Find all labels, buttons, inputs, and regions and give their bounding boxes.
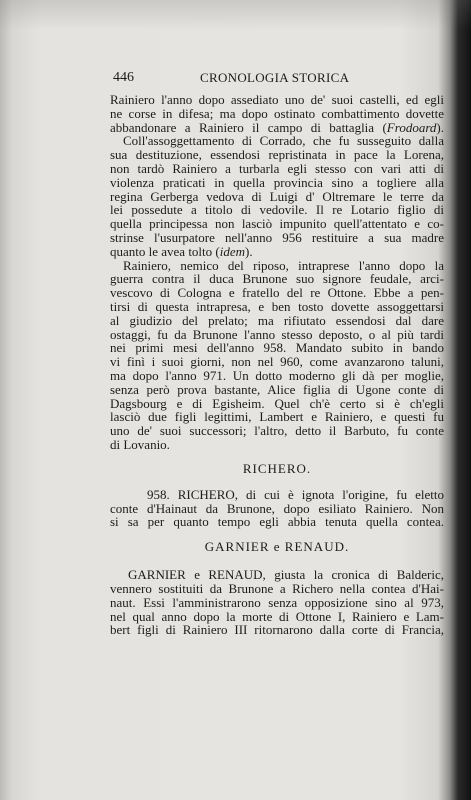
text-line: si sa per quanto tempo egli abbia tenuta quella contea. xyxy=(110,514,444,530)
text-segment: quanto le avea tolto ( xyxy=(110,243,220,259)
text-line: di Lovanio. xyxy=(110,436,170,452)
text-line: ma dopo l'anno 971. Un dotto moderno gli dà per moglie, xyxy=(110,367,444,383)
section-heading-richero: RICHERO. xyxy=(242,460,312,476)
paragraph-garnier-renaud xyxy=(110,568,444,637)
text-line: GARNIER e RENAUD, giusta la cronica di Balderic, xyxy=(128,567,444,583)
text-line: al giudizio del prelato; ma rifiutato essendosi dal dare xyxy=(110,312,444,328)
paragraph-2 xyxy=(110,134,444,258)
section-heading-garnier-renaud: GARNIER e RENAUD. xyxy=(204,539,350,555)
text-line: vi finì i suoi giorni, non nel 960, come avanzarono taluni, xyxy=(110,354,444,370)
text-line: conte d'Hainaut da Brunone, dopo esiliato Rainiero. Non xyxy=(110,500,444,516)
text-line: Dagsbourg e di Egisheim. Quel ch'è certo si è ch'egli xyxy=(110,395,444,411)
text-line: tirsi di questa intrapresa, e ben tosto dovette assoggettarsi xyxy=(110,298,444,314)
text-segment: abbandonare a Rainiero il campo di battaglia ( xyxy=(110,119,387,135)
citation-italic: idem xyxy=(219,243,246,259)
text-line: nel qual anno dopo la morte di Ottone I, Rainiero e Lam- xyxy=(110,608,444,624)
text-line: Rainiero l'anno dopo assediato uno de' suoi castelli, ed egli xyxy=(110,92,444,107)
text-line: lasciò due figli legittimi, Lambert e Rainiero, e questi fu xyxy=(110,409,444,425)
text-block xyxy=(110,93,444,637)
citation-italic: Frodoard xyxy=(386,119,437,135)
paragraph-3 xyxy=(110,259,444,452)
text-segment: ). xyxy=(436,119,444,135)
text-line: strinse l'usurpatore nell'anno 956 restituire a sua madre xyxy=(110,229,444,245)
text-line: vescovo di Cologna e fratello del re Ottone. Ebbe a pen- xyxy=(110,285,444,301)
text-line: ne corse in difesa; ma dopo ostinato combattimento dovette xyxy=(110,105,444,121)
text-line: Rainiero, nemico del riposo, intraprese l'anno dopo la xyxy=(123,257,444,273)
text-line: bert figli di Rainiero III ritornarono dalla corte di Francia, xyxy=(110,622,444,638)
text-line: uno de' suoi successori; l'altro, detto il Barbuto, fu conte xyxy=(110,423,444,439)
running-title: CRONOLOGIA STORICA xyxy=(200,70,350,85)
text-line xyxy=(110,245,444,259)
text-segment: ). xyxy=(245,243,253,259)
text-line: 958. RICHERO, di cui è ignota l'origine, fu eletto xyxy=(147,486,444,502)
text-line: Coll'assoggettamento di Corrado, che fu susseguito dalla xyxy=(123,133,444,149)
text-line: ostaggi, fu da Brunone l'anno stesso deposto, o al più tardi xyxy=(110,326,444,342)
text-line: non tardò Rainiero a turbarla egli stesso con vari atti di xyxy=(110,160,444,176)
text-line xyxy=(110,121,444,135)
text-line: naut. Essi l'amministrarono senza opposizione sino al 973, xyxy=(110,594,444,610)
paragraph-richero xyxy=(110,488,444,529)
text-line: sua destituzione, essendosi repristinata in pace la Lorena, xyxy=(110,147,444,163)
text-line: lei possedute a titolo di vedovile. Il re Lotario figlio di xyxy=(110,202,444,218)
text-line: regina Gerberga vedova di Luigi d' Oltremare le terre da xyxy=(110,188,444,204)
paragraph-1 xyxy=(110,93,444,134)
page-number: 446 xyxy=(113,70,134,85)
text-line: nei primi mesi dell'anno 958. Mandato subito in bando xyxy=(110,340,444,356)
text-line: quella principessa non lasciò impunito quell'attentato e co- xyxy=(110,216,444,232)
text-line: senza però prova bastante, Alice figlia di Ugone conte di xyxy=(110,381,444,397)
text-line: vennero sostituiti da Brunone a Richero nella contea d'Hai- xyxy=(110,580,444,596)
page-header xyxy=(110,70,444,86)
text-line: guerra contra il duca Brunone suo signore feudale, arci- xyxy=(110,271,444,287)
text-line: violenza praticati in quella provincia sino a togliere alla xyxy=(110,174,444,190)
